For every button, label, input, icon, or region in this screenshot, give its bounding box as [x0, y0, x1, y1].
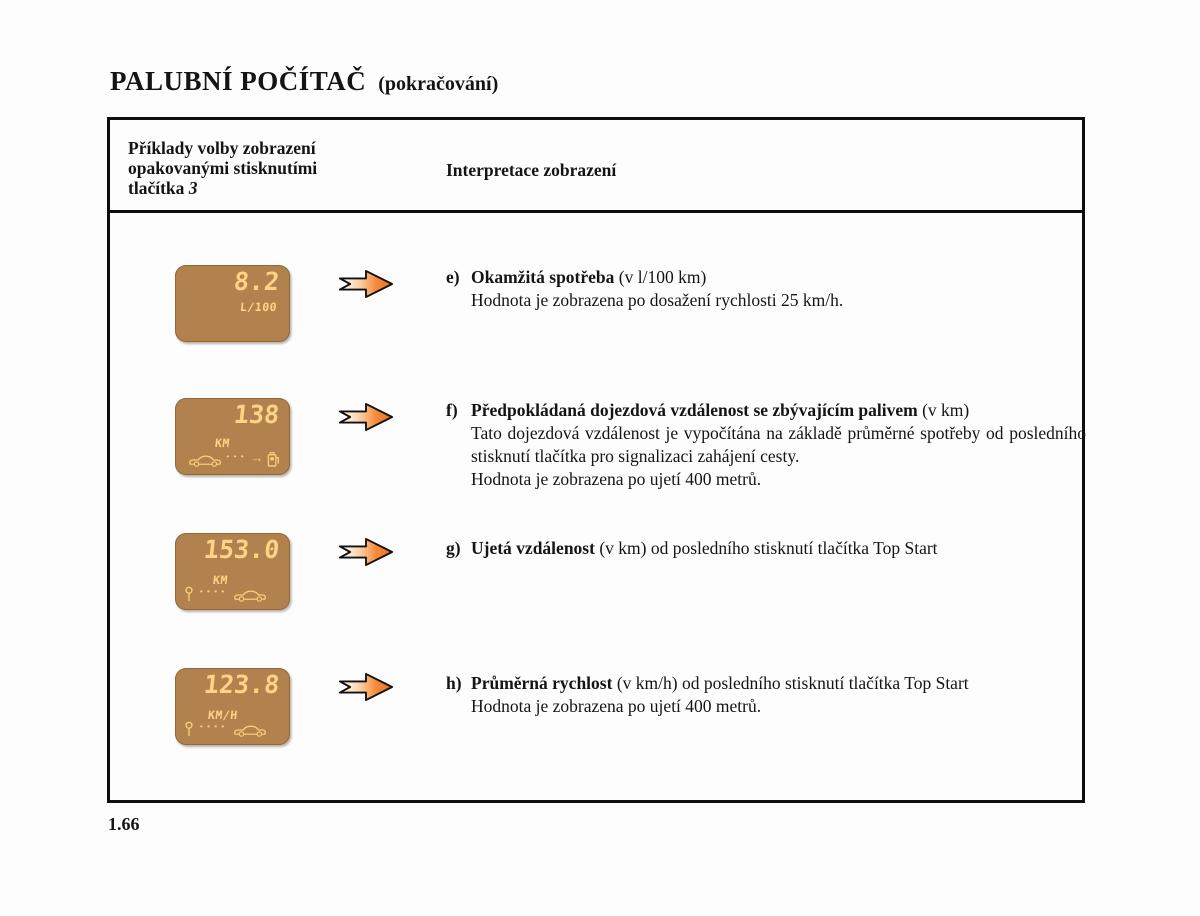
trail-dots: ···· [199, 719, 228, 735]
lcd-value: 123.8 [202, 670, 281, 699]
car-icon [188, 453, 222, 467]
start-to-car-trail [184, 586, 278, 603]
row-text-h [446, 672, 1086, 718]
start-point-icon [184, 586, 194, 603]
content-frame [107, 117, 1085, 803]
header-left-line3: tlačítka 3 [128, 178, 198, 198]
item-line: Hodnota je zobrazena po dosažení rychlosti 25 km/h. [471, 290, 844, 310]
lcd-value: 8.2 [232, 267, 281, 296]
header-left-line1: Příklady volby zobrazení [128, 138, 316, 158]
trail-arrow-icon: → [250, 449, 264, 465]
car-icon [233, 588, 267, 602]
orange-arrow-icon [338, 268, 394, 300]
start-to-car-trail [184, 721, 278, 738]
lcd-display-distance-travelled [175, 533, 290, 610]
item-label: g) [446, 538, 461, 558]
item-line: Hodnota je zobrazena po ujetí 400 metrů. [471, 469, 762, 489]
car-icon [233, 723, 267, 737]
start-point-icon [184, 721, 194, 738]
item-line: Tato dojezdová vzdálenost je vypočítána na základě průměrné spotřeby od posledního stisknutí tlačítka pro signalizaci zahájení cesty. [471, 423, 1086, 466]
item-title: Okamžitá spotřeba (v l/100 km) [471, 267, 707, 287]
car-to-fuel-trail [188, 451, 280, 468]
item-line: Hodnota je zobrazena po ujetí 400 metrů. [471, 696, 762, 716]
header-left-line2: opakovanými stisknutími [128, 158, 318, 178]
item-title: Ujetá vzdálenost (v km) od posledního stisknutí tlačítka Top Start [471, 538, 938, 558]
lcd-unit: KM [212, 573, 229, 587]
orange-arrow-icon [338, 401, 394, 433]
trail-dots: ···· [199, 584, 228, 600]
orange-arrow-icon [338, 671, 394, 703]
item-label: h) [446, 673, 462, 693]
orange-arrow-icon [338, 536, 394, 568]
item-label: f) [446, 400, 458, 420]
page-title-main: PALUBNÍ POČÍTAČ [110, 66, 367, 96]
lcd-unit: KM/H [207, 708, 239, 722]
column-header-right: Interpretace zobrazení [446, 160, 617, 180]
lcd-display-instant-consumption [175, 265, 290, 342]
lcd-display-average-speed [175, 668, 290, 745]
lcd-display-range-remaining [175, 398, 290, 475]
page-title-suffix: (pokračování) [378, 73, 499, 95]
item-label: e) [446, 267, 460, 287]
fuel-pump-icon [267, 451, 280, 468]
page-title [110, 66, 498, 97]
header-divider [109, 210, 1083, 213]
lcd-unit: L/100 [239, 300, 278, 314]
page-number: 1.66 [108, 814, 140, 834]
item-title: Průměrná rychlost (v km/h) od posledního stisknutí tlačítka Top Start [471, 673, 969, 693]
item-title: Předpokládaná dojezdová vzdálenost se zbývajícím palivem (v km) [471, 400, 970, 420]
button-3-reference: 3 [188, 178, 198, 198]
row-text-e [446, 266, 1086, 312]
column-header-left [128, 138, 388, 198]
trail-dots: ··· [225, 449, 247, 465]
row-text-g [446, 537, 1086, 560]
row-text-f [446, 399, 1086, 491]
lcd-value: 138 [232, 400, 281, 429]
lcd-value: 153.0 [202, 535, 281, 564]
lcd-unit: KM [214, 436, 231, 450]
